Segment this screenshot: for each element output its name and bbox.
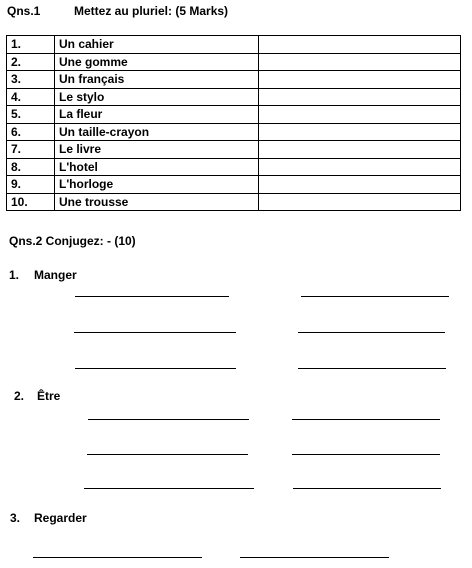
- verb-1-number: 1.: [9, 268, 20, 282]
- singular-word: La fleur: [55, 106, 259, 124]
- answer-line: [84, 488, 254, 489]
- table-row: [7, 123, 461, 141]
- plural-answer-cell[interactable]: [259, 193, 461, 211]
- answer-line: [298, 332, 445, 333]
- table-row: [7, 106, 461, 124]
- answer-line: [301, 296, 449, 297]
- plural-answer-cell[interactable]: [259, 176, 461, 194]
- table-row: [7, 158, 461, 176]
- table-row: [7, 193, 461, 211]
- table-row: [7, 141, 461, 159]
- q2-heading: Qns.2 Conjugez: - (10): [9, 234, 136, 248]
- q1-label: Qns.1: [7, 4, 41, 18]
- plural-answer-cell[interactable]: [259, 53, 461, 71]
- verb-2-number: 2.: [14, 389, 25, 403]
- singular-word: L'hotel: [55, 158, 259, 176]
- row-number: 5.: [7, 106, 55, 124]
- answer-line: [75, 296, 229, 297]
- row-number: 7.: [7, 141, 55, 159]
- table-row: [7, 71, 461, 89]
- plural-answer-cell[interactable]: [259, 88, 461, 106]
- answer-line: [292, 454, 440, 455]
- plural-answer-cell[interactable]: [259, 158, 461, 176]
- table-row: [7, 36, 461, 54]
- plural-answer-cell[interactable]: [259, 141, 461, 159]
- table-row: [7, 176, 461, 194]
- verb-3-label: Regarder: [34, 511, 87, 525]
- row-number: 6.: [7, 123, 55, 141]
- row-number: 10.: [7, 193, 55, 211]
- singular-word: Un français: [55, 71, 259, 89]
- verb-2-label: Être: [37, 389, 61, 403]
- pluralize-table: [6, 35, 461, 211]
- row-number: 1.: [7, 36, 55, 54]
- answer-line: [75, 368, 236, 369]
- row-number: 3.: [7, 71, 55, 89]
- row-number: 8.: [7, 158, 55, 176]
- answer-line: [33, 557, 202, 558]
- verb-1-label: Manger: [34, 268, 77, 282]
- table-row: [7, 88, 461, 106]
- plural-answer-cell[interactable]: [259, 123, 461, 141]
- q1-instruction: Mettez au pluriel: (5 Marks): [74, 4, 229, 18]
- row-number: 9.: [7, 176, 55, 194]
- singular-word: Le livre: [55, 141, 259, 159]
- singular-word: Le stylo: [55, 88, 259, 106]
- row-number: 4.: [7, 88, 55, 106]
- singular-word: L'horloge: [55, 176, 259, 194]
- answer-line: [240, 557, 389, 558]
- table-row: [7, 53, 461, 71]
- answer-line: [292, 419, 440, 420]
- verb-3-number: 3.: [10, 511, 21, 525]
- answer-line: [293, 488, 441, 489]
- plural-answer-cell[interactable]: [259, 36, 461, 54]
- singular-word: Une gomme: [55, 53, 259, 71]
- plural-answer-cell[interactable]: [259, 71, 461, 89]
- answer-line: [87, 454, 248, 455]
- answer-line: [298, 368, 446, 369]
- singular-word: Un cahier: [55, 36, 259, 54]
- row-number: 2.: [7, 53, 55, 71]
- answer-line: [88, 419, 249, 420]
- answer-line: [74, 332, 236, 333]
- singular-word: Une trousse: [55, 193, 259, 211]
- singular-word: Un taille-crayon: [55, 123, 259, 141]
- plural-answer-cell[interactable]: [259, 106, 461, 124]
